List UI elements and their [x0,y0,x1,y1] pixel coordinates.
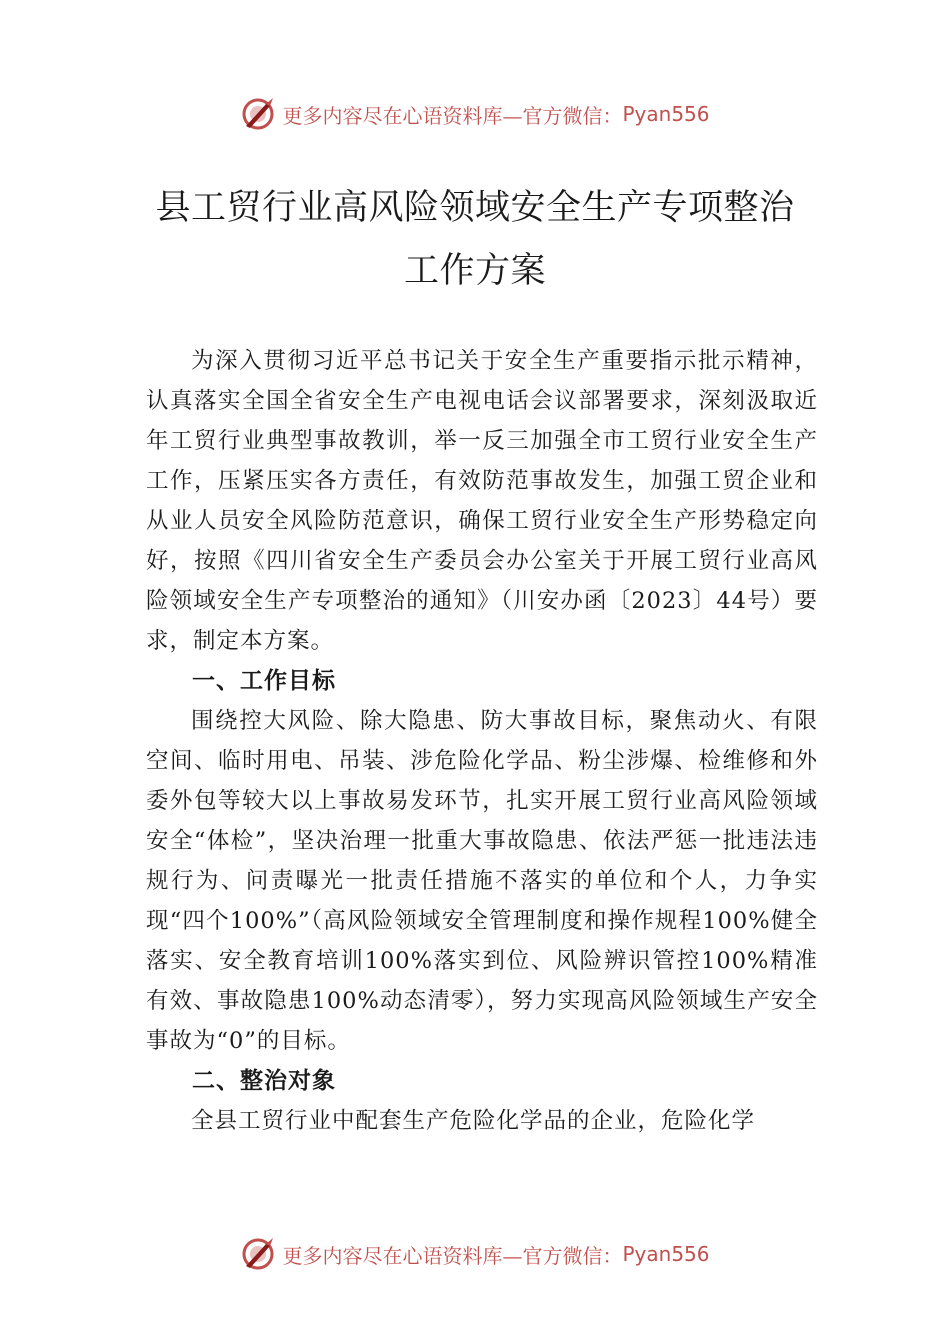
watermark-text: 更多内容尽在心语资料库—官方微信： [282,103,623,128]
quill-seal-icon [240,1236,276,1272]
watermark-contact: Pyan556 [622,102,710,126]
intro-paragraph: 为深入贯彻习近平总书记关于安全生产重要指示批示精神，认真落实全国全省安全生产电视电话会议部署要求，深刻汲取近年工贸行业典型事故教训，举一反三加强全市工贸行业安全生产工作，压紧压实各方责任，有效防范事故发生，加强工贸企业和从业人员安全风险防范意识，确保工贸行业安全生产形势稳定向好，按照《四川省安全生产委员会办公室关于开展工贸行业高风险领域安全生产专项整治的通知》（川安办函〔2023〕44号）要求，制定本方案。 [146,348,818,654]
watermark-footer [0,1234,950,1274]
section-heading-targets: 二、整治对象 [192,1068,336,1094]
watermark-contact: Pyan556 [622,1242,710,1266]
document-title-line2: 工作方案 [403,251,546,291]
section-heading-goals: 一、工作目标 [192,668,336,694]
watermark-header [0,94,950,134]
goals-paragraph: 围绕控大风险、除大隐患、防大事故目标，聚焦动火、有限空间、临时用电、吊装、涉危险化学品、粉尘涉爆、检维修和外委外包等较大以上事故易发环节，扎实开展工贸行业高风险领域安全“体检”，坚决治理一批重大事故隐患、依法严惩一批违法违规行为、问责曝光一批责任措施不落实的单位和个人，力争实现“四个100%”（高风险领域安全管理制度和操作规程100%健全落实、安全教育培训100%落实到位、风险辨识管控100%精准有效、事故隐患100%动态清零），努力实现高风险领域生产安全事故为“0”的目标。 [146,708,818,1054]
watermark-text: 更多内容尽在心语资料库—官方微信： [282,1243,623,1268]
targets-paragraph: 全县工贸行业中配套生产危险化学品的企业，危险化学 [191,1108,756,1134]
document-body [146,341,818,1141]
document-title-line1: 县工贸行业高风险领域安全生产专项整治 [155,188,795,228]
quill-seal-icon [240,96,276,132]
